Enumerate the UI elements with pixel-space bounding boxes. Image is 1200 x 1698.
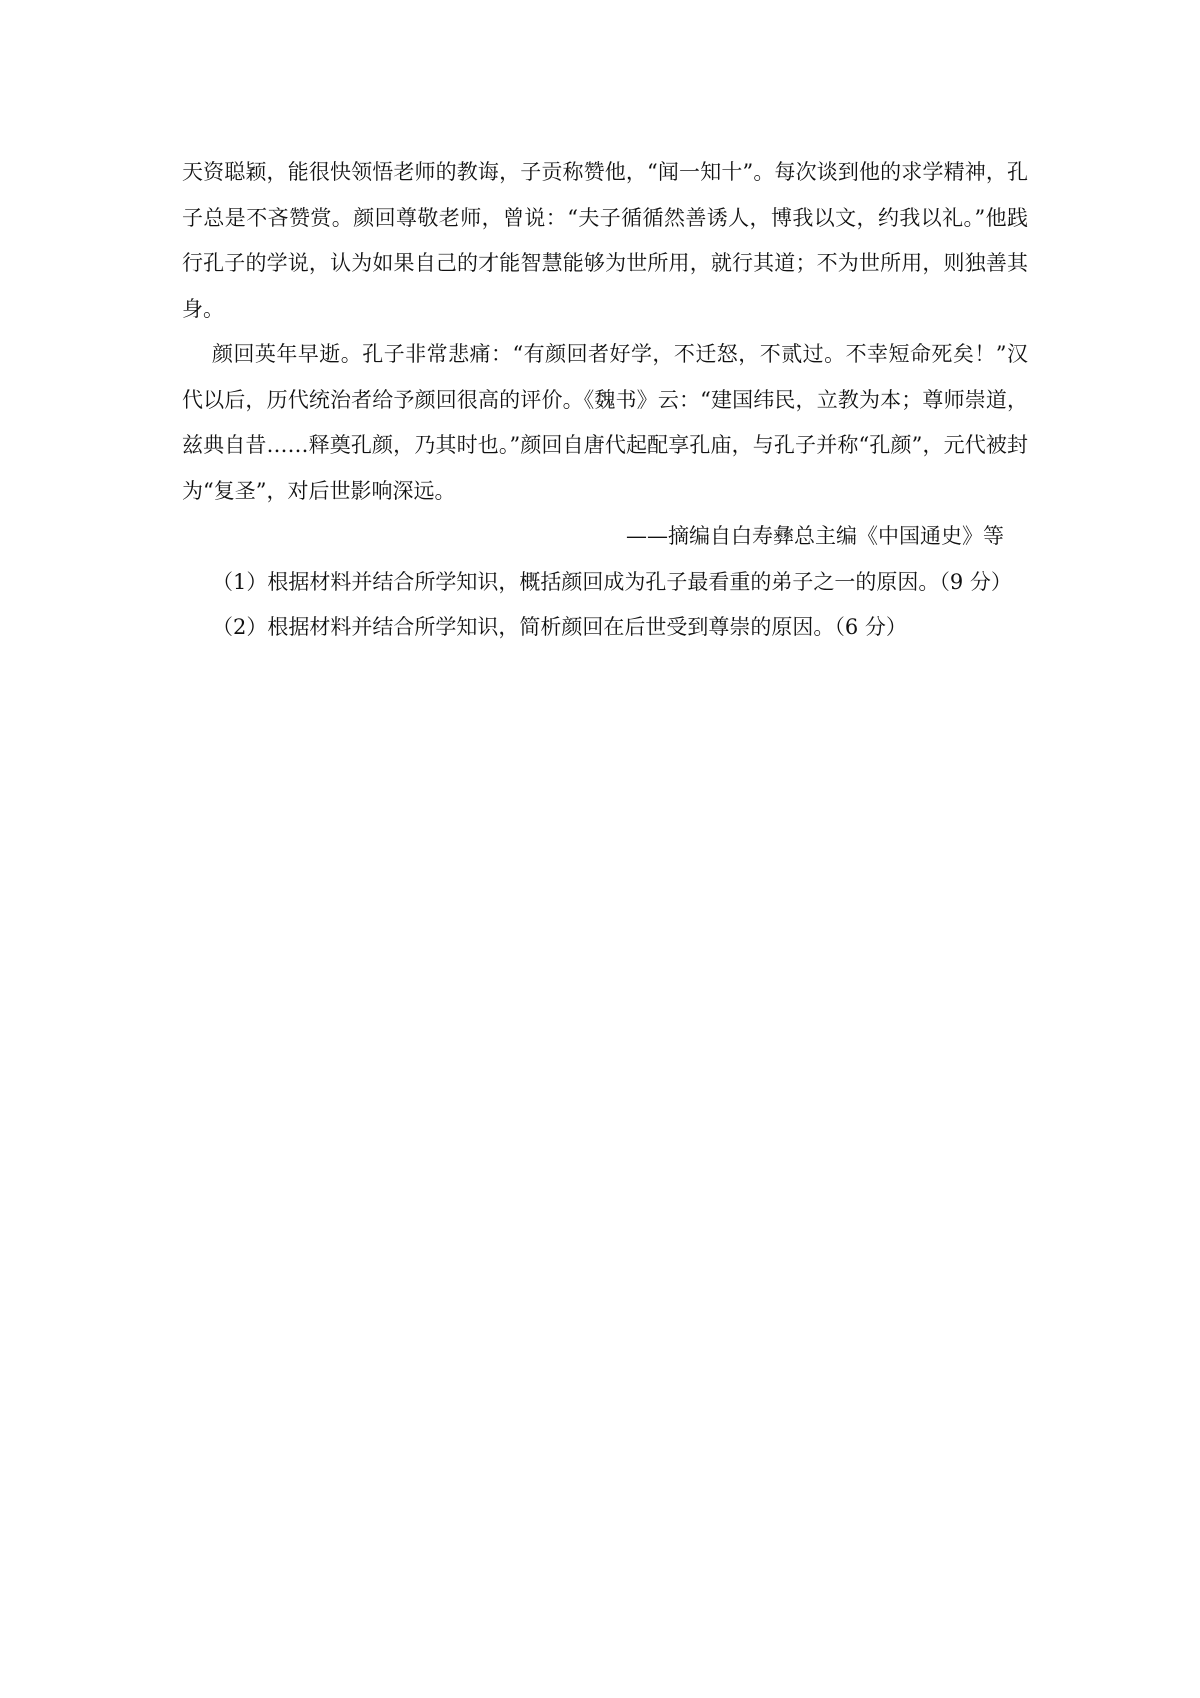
question-item: （2）根据材料并结合所学知识，简析颜回在后世受到尊崇的原因。（6 分） bbox=[212, 615, 907, 639]
passage-paragraph: 颜回英年早逝。孔子非常悲痛：“有颜回者好学，不迁怒，不贰过。不幸短命死矣！”汉代以后，历代统治者给予颜回很高的评价。《魏书》云：“建国纬民，立教为本；尊师崇道，兹典自昔……释奠孔颜，乃其时也。”颜回自唐代起配享孔庙，与孔子并称“孔颜”，元代被封为“复圣”，对后世影响深远。 bbox=[182, 342, 1028, 503]
source-citation: ——摘编自白寿彝总主编《中国通史》等 bbox=[626, 524, 1004, 548]
document-content bbox=[182, 150, 1028, 651]
passage-paragraph: 天资聪颖，能很快领悟老师的教诲，子贡称赞他，“闻一知十”。每次谈到他的求学精神，孔子总是不吝赞赏。颜回尊敬老师，曾说：“夫子循循然善诱人，博我以文，约我以礼。”他践行孔子的学说，认为如果自己的才能智慧能够为世所用，就行其道；不为世所用，则独善其身。 bbox=[182, 160, 1028, 321]
question-item: （1）根据材料并结合所学知识，概括颜回成为孔子最看重的弟子之一的原因。（9 分） bbox=[212, 569, 1012, 594]
